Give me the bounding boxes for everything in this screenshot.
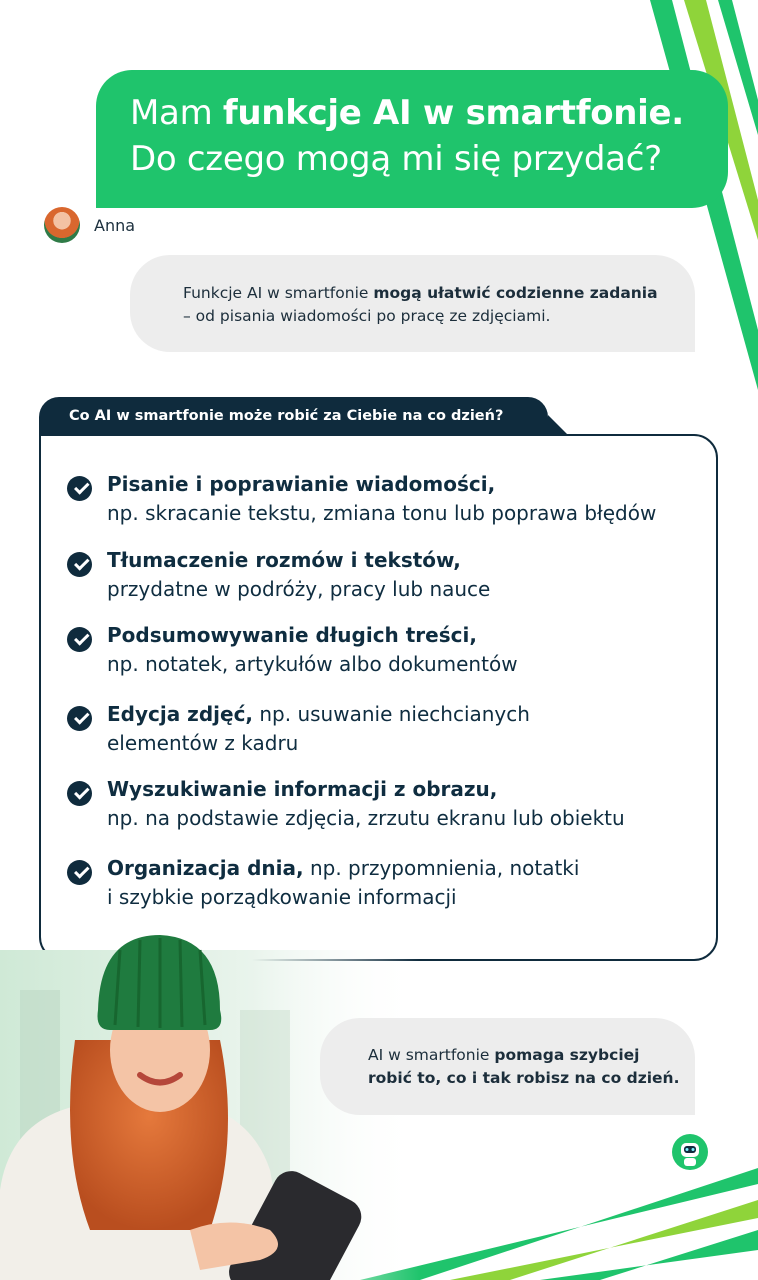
- user-name: Anna: [94, 216, 136, 235]
- features-card: [39, 434, 718, 961]
- feature-description: np. notatek, artykułów albo dokumentów: [107, 652, 518, 676]
- summary-bold-1: pomaga szybciej: [494, 1046, 640, 1064]
- feature-rest: np. usuwanie niechcianych: [253, 702, 530, 726]
- robot-icon: [672, 1134, 708, 1170]
- answer-bold: mogą ułatwić codzienne zadania: [373, 284, 658, 302]
- check-circle-icon: [67, 860, 92, 885]
- feature-description: np. skracanie tekstu, zmiana tonu lub poprawa błędów: [107, 501, 657, 525]
- summary-bold-2: robić to, co i tak robisz na co dzień.: [368, 1069, 680, 1087]
- feature-title: Pisanie i poprawianie wiadomości,: [107, 472, 496, 496]
- answer-bubble: [130, 255, 695, 352]
- title-prefix: Mam: [130, 93, 223, 133]
- feature-title: Tłumaczenie rozmów i tekstów,: [107, 548, 461, 572]
- check-circle-icon: [67, 781, 92, 806]
- feature-description: i szybkie porządkowanie informacji: [107, 885, 457, 909]
- summary-line-2: [368, 1067, 695, 1090]
- title-line-1: [130, 90, 728, 136]
- feature-title: Podsumowywanie długich treści,: [107, 623, 477, 647]
- check-circle-icon: [67, 627, 92, 652]
- feature-description: elementów z kadru: [107, 731, 299, 755]
- check-circle-icon: [67, 552, 92, 577]
- summary-line-1: [368, 1044, 695, 1067]
- feature-title: Wyszukiwanie informacji z obrazu,: [107, 777, 498, 801]
- summary-bubble: [320, 1018, 695, 1115]
- answer-line-2: – od pisania wiadomości po pracę ze zdjęciami.: [183, 307, 551, 325]
- answer-line-1: [183, 282, 695, 305]
- check-circle-icon: [67, 476, 92, 501]
- card-header-text: Co AI w smartfonie może robić za Ciebie na co dzień?: [69, 408, 504, 424]
- feature-title: Edycja zdjęć,: [107, 702, 254, 726]
- feature-description: np. na podstawie zdjęcia, zrzutu ekranu lub obiektu: [107, 806, 625, 830]
- summary-prefix: AI w smartfonie: [368, 1046, 495, 1064]
- feature-description: przydatne w podróży, pracy lub nauce: [107, 577, 491, 601]
- feature-title: Organizacja dnia,: [107, 856, 304, 880]
- title-bubble: [96, 70, 728, 208]
- check-circle-icon: [67, 706, 92, 731]
- avatar-photo: [44, 207, 80, 243]
- title-bold: funkcje AI w smartfonie.: [222, 93, 684, 133]
- feature-rest: np. przypomnienia, notatki: [303, 856, 580, 880]
- answer-prefix: Funkcje AI w smartfonie: [183, 284, 374, 302]
- title-line-2: Do czego mogą mi się przydać?: [130, 139, 662, 179]
